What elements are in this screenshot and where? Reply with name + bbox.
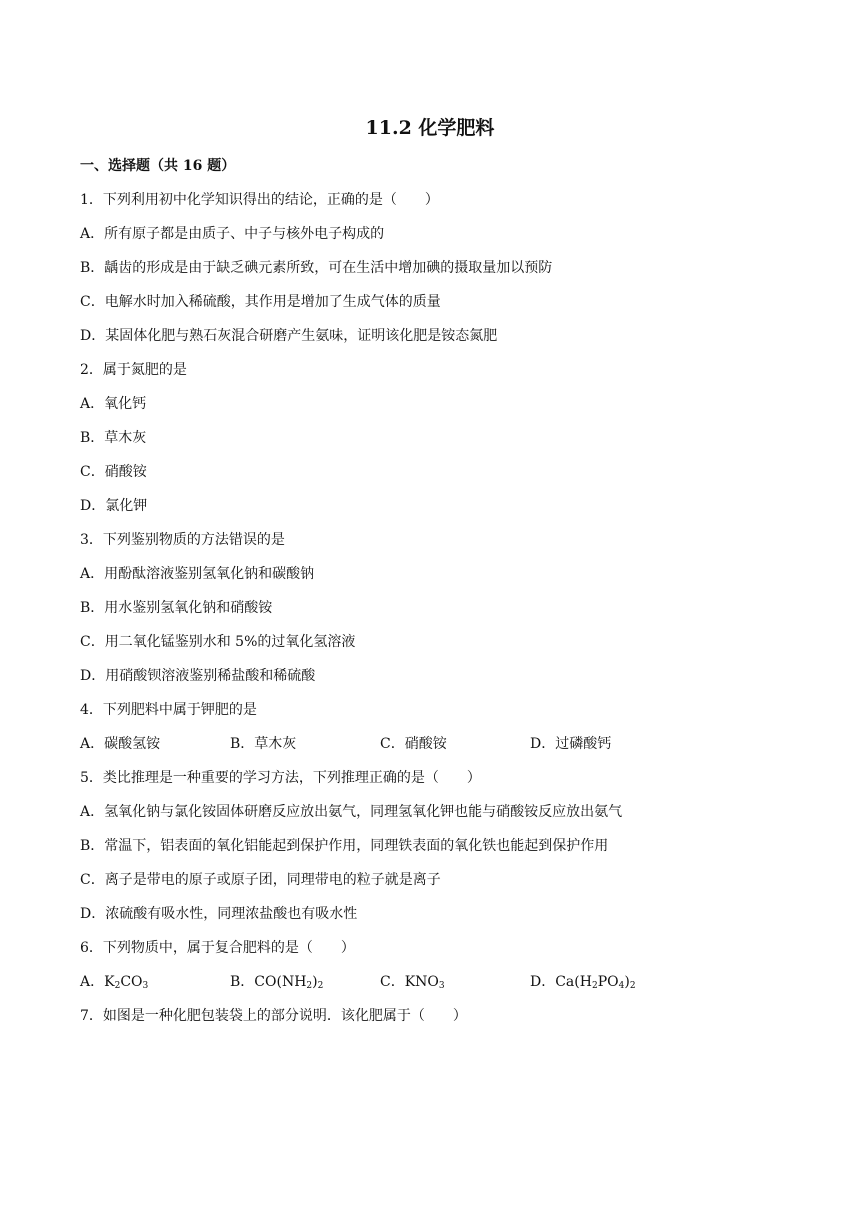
question-1-stem: 1．下列利用初中化学知识得出的结论，正确的是（ ） <box>80 192 439 208</box>
question-6-option-b: B．$CO(NH_2)_2$ <box>230 974 324 991</box>
question-4-stem: 4．下列肥料中属于钾肥的是 <box>80 702 257 718</box>
question-3-option-b: B．用水鉴别氢氧化钠和硝酸铵 <box>80 600 273 616</box>
question-3-stem: 3．下列鉴别物质的方法错误的是 <box>80 532 285 548</box>
question-1-option-a: A．所有原子都是由质子、中子与核外电子构成的 <box>80 226 385 242</box>
section-heading: 一、选择题（共 16 题） <box>80 158 236 174</box>
question-2-option-a: A．氧化钙 <box>80 396 147 412</box>
document-title: 11.2 化学肥料 <box>365 117 495 139</box>
question-4-option-c: C．硝酸铵 <box>380 736 447 752</box>
question-1-option-d: D．某固体化肥与熟石灰混合研磨产生氨味，证明该化肥是铵态氮肥 <box>80 328 498 344</box>
question-4-options <box>80 734 780 768</box>
question-5-option-a: A．氢氧化钠与氯化铵固体研磨反应放出氨气，同理氢氧化钾也能与硝酸铵反应放出氨气 <box>80 804 623 820</box>
question-5-option-c: C．离子是带电的原子或原子团，同理带电的粒子就是离子 <box>80 872 441 888</box>
question-1-option-b: B．龋齿的形成是由于缺乏碘元素所致，可在生活中增加碘的摄取量加以预防 <box>80 260 553 276</box>
question-4-option-a: A．碳酸氢铵 <box>80 736 161 752</box>
question-4-option-d: D．过磷酸钙 <box>530 736 612 752</box>
question-3-option-a: A．用酚酞溶液鉴别氢氧化钠和碳酸钠 <box>80 566 315 582</box>
question-1-option-c: C．电解水时加入稀硫酸，其作用是增加了生成气体的质量 <box>80 294 441 310</box>
question-2-stem: 2．属于氮肥的是 <box>80 362 187 378</box>
question-2-option-c: C．硝酸铵 <box>80 464 147 480</box>
question-6-stem: 6．下列物质中，属于复合肥料的是（ ） <box>80 940 355 956</box>
question-5-option-d: D．浓硫酸有吸水性，同理浓盐酸也有吸水性 <box>80 906 358 922</box>
question-6-options <box>80 972 780 1006</box>
question-7-stem: 7．如图是一种化肥包装袋上的部分说明．该化肥属于（ ） <box>80 1008 467 1024</box>
question-5-stem: 5．类比推理是一种重要的学习方法，下列推理正确的是（ ） <box>80 770 481 786</box>
question-4-option-b: B．草木灰 <box>230 736 297 752</box>
question-6-option-d: D．$Ca(H_2PO_4)_2$ <box>530 974 636 991</box>
question-3-option-c: C．用二氧化锰鉴别水和 5%的过氧化氢溶液 <box>80 634 356 650</box>
question-6-option-a: A．$K_2CO_3$ <box>80 974 149 991</box>
question-3-option-d: D．用硝酸钡溶液鉴别稀盐酸和稀硫酸 <box>80 668 316 684</box>
question-5-option-b: B．常温下，铝表面的氧化铝能起到保护作用，同理铁表面的氧化铁也能起到保护作用 <box>80 838 609 854</box>
question-2-option-d: D．氯化钾 <box>80 498 148 514</box>
question-2-option-b: B．草木灰 <box>80 430 147 446</box>
question-6-option-c: C．$KNO_3$ <box>380 974 445 991</box>
question-list <box>80 190 780 1040</box>
